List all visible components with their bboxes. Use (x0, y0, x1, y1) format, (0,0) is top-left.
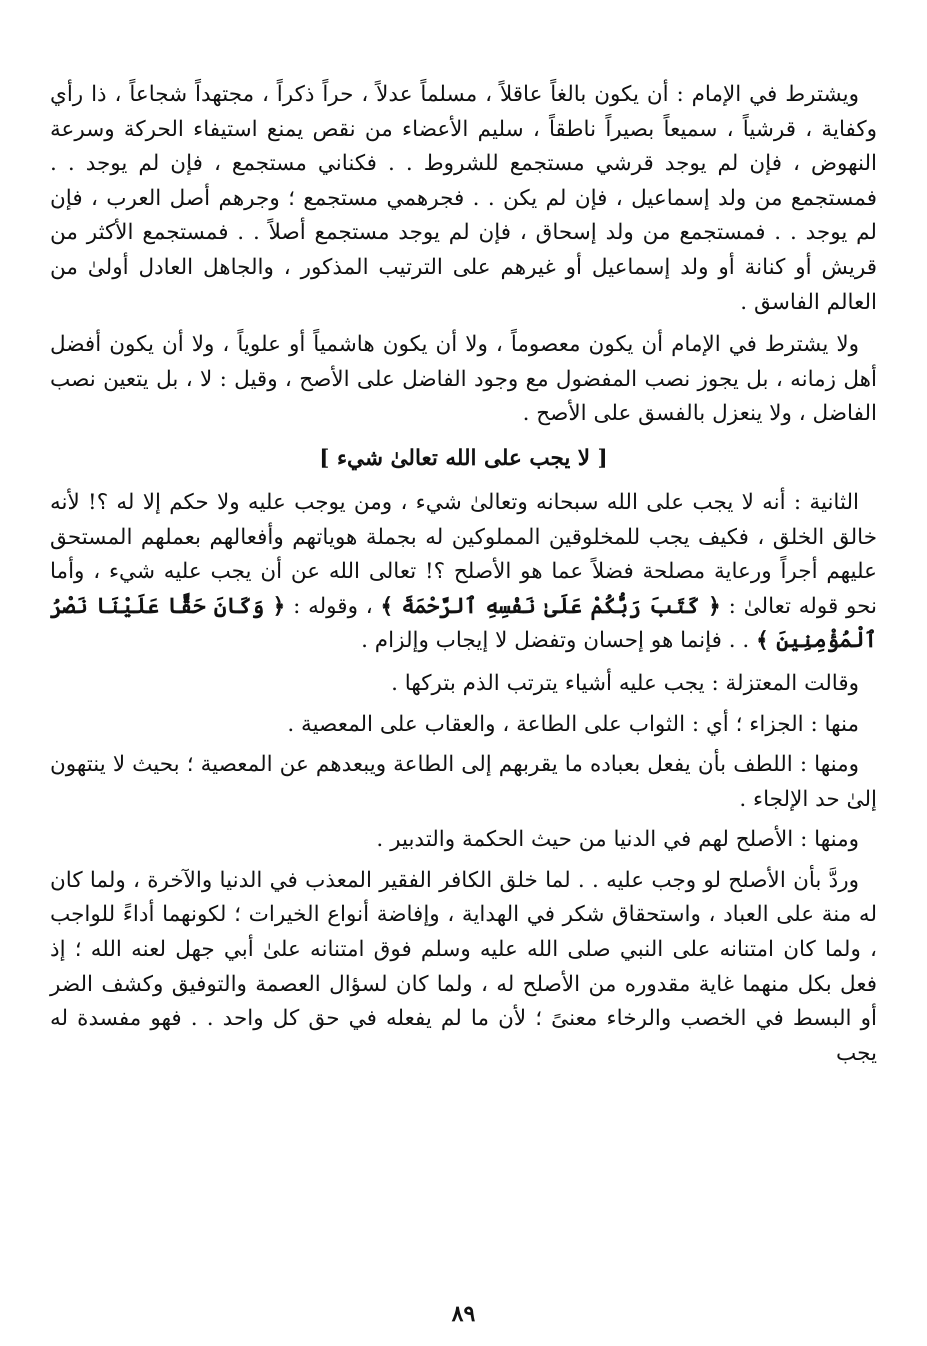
paragraph-rebuttal: وردَّ بأن الأصلح لو وجب عليه . . لما خلق الكافر الفقير المعذب في الدنيا والآخرة ، ولما كان له منة على العباد ، واستحقاق شكر في الهداية ، وإفاضة أنواع الخيرات ؛ لكونهما أداءً للواجب ، ولما كان امتنانه على النبي صلى الله عليه وسلم فوق امتنانه علىٰ أبي جهل لعنه الله ؛ إذ فعل بكل منهما غاية مقدوره من الأصلح له ، ولما كان لسؤال العصمة والتوفيق وكشف الضر أو البسط في الخصب والرخاء معنىً ؛ لأن ما لم يفعله في حق كل واحد . . فهو مفسدة له يجب (50, 867, 877, 1066)
paragraph-grace: ومنها : اللطف بأن يفعل بعباده ما يقربهم إلى الطاعة ويبعدهم عن المعصية ؛ بحيث لا ينتهون إلىٰ حد الإلجاء . (50, 752, 877, 812)
quran-verse-1: ﴿ كَتَبَ رَبُّكُمْ عَلَىٰ نَفْسِهِ ٱلرَّحْمَةَ ﴾ (380, 593, 721, 619)
paragraph-second-point-text-a: الثانية : أنه لا يجب على الله سبحانه وتعالىٰ شيء ، ومن يوجب عليه ولا حكم إلا له ؟! لأنه خالق الخلق ، فكيف يجب للمخلوقين المملوكين له بجملة هوياتهم وأفعالهم بعملهم المستحق عليهم أجراً ورعاية مصلحة فضلاً عما هو الأصلح ؟! تعالى الله عن أن يجب عليه شيء ، وأما نحو قوله تعالىٰ : (50, 489, 877, 619)
paragraph-imam-conditions: ويشترط في الإمام : أن يكون بالغاً عاقلاً ، مسلماً عدلاً ، حراً ذكراً ، مجتهداً شجاعاً ، ذا رأي وكفاية ، قرشياً ، سميعاً بصيراً ناطقاً ، سليم الأعضاء من نقص يمنع استيفاء الحركة وسرعة النهوض ، فإن لم يوجد قرشي مستجمع للشروط . . فكناني مستجمع ، فإن لم يوجد . . فمستجمع من ولد إسماعيل ، فإن لم يكن . . فجرهمي مستجمع ؛ وجرهم أصل العرب ، فإن لم يوجد . . فمستجمع من ولد إسحاق ، فإن لم يوجد مستجمع أصلاً . . فمستجمع الأكثر من قريش أو كنانة أو ولد إسماعيل أو غيرهم على الترتيب المذكور ، والجاهل العادل أولىٰ من العالم الفاسق . (50, 82, 877, 315)
paragraph-best: ومنها : الأصلح لهم في الدنيا من حيث الحكمة والتدبير . (376, 827, 859, 853)
paragraph-second-point (50, 486, 877, 659)
paragraph-second-point-text-c: . . فإنما هو إحسان وتفضل لا إيجاب وإلزام . (361, 628, 750, 654)
page-number: ٨٩ (451, 1301, 476, 1327)
quran-verse-2: ﴿ وَكَانَ حَقًّا عَلَيْنَا نَصْرُ ٱلْمُؤْمِنِينَ ﴾ (50, 593, 877, 654)
paragraph-reward: منها : الجزاء ؛ أي : الثواب على الطاعة ، والعقاب على المعصية . (287, 711, 859, 737)
paragraph-mutazila: وقالت المعتزلة : يجب عليه أشياء يترتب الذم بتركها . (391, 670, 859, 696)
page-body (50, 78, 877, 1071)
section-heading: [ لا يجب على الله تعالىٰ شيء ] (319, 445, 608, 471)
paragraph-second-point-text-b: ، وقوله : (293, 593, 373, 619)
paragraph-imam-not-required: ولا يشترط في الإمام أن يكون معصوماً ، ولا أن يكون هاشمياً أو علوياً ، ولا أن يكون أفضل أهل زمانه ، بل يجوز نصب المفضول مع وجود الفاضل على الأصح ، وقيل : لا ، بل يتعين نصب الفاضل ، ولا ينعزل بالفسق على الأصح . (50, 332, 877, 427)
